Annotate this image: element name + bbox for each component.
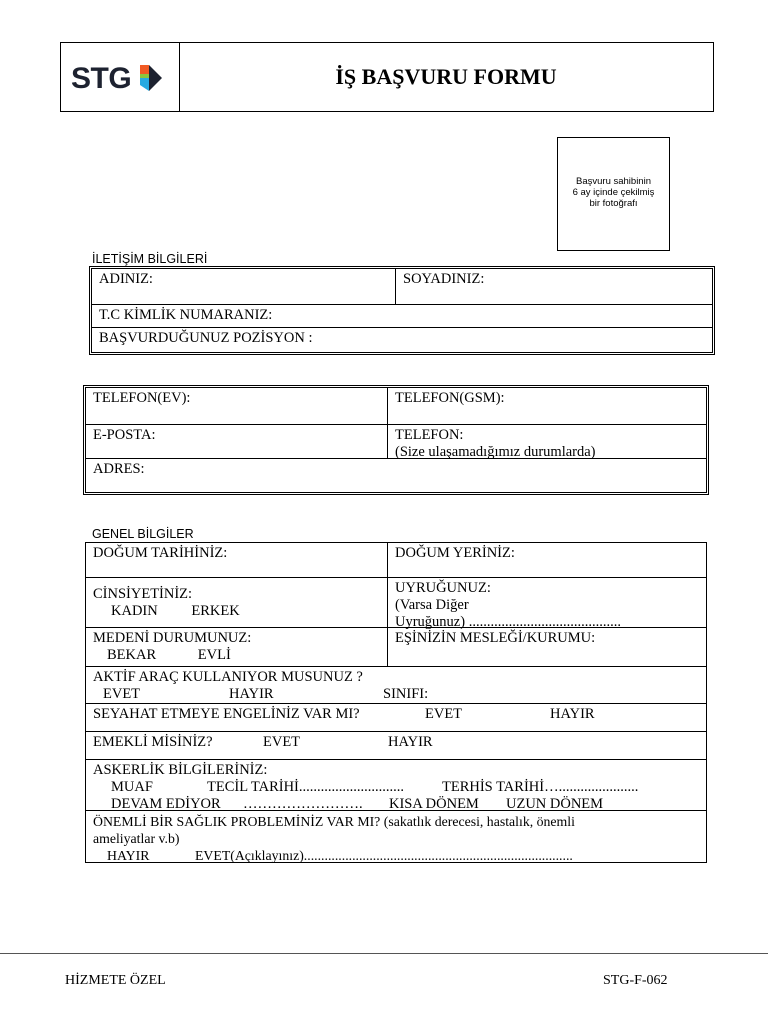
address-label: ADRES: — [93, 461, 145, 477]
tc-label: T.C KİMLİK NUMARANIZ: — [99, 307, 273, 323]
travel-yes-option[interactable]: EVET — [425, 706, 463, 722]
military-short-term-option[interactable]: KISA DÖNEM — [389, 796, 479, 812]
military-row — [86, 760, 706, 811]
surname-field[interactable] — [395, 269, 712, 304]
vehicle-row — [86, 667, 706, 704]
gsm-label: TELEFON(GSM): — [395, 390, 505, 406]
retired-no-option[interactable]: HAYIR — [388, 734, 433, 750]
home-phone-label: TELEFON(EV): — [93, 390, 191, 406]
spouse-job-label: EŞİNİZİN MESLEĞİ/KURUMU: — [395, 630, 596, 646]
nationality-dots: Uyruğunuz) .......................................... — [395, 614, 621, 630]
birth-place-label: DOĞUM YERİNİZ: — [395, 545, 515, 561]
health-yes-option[interactable]: EVET(Açıklayınız).............................................................................. — [195, 848, 573, 863]
married-option[interactable]: EVLİ — [197, 647, 231, 663]
contact-table — [91, 268, 713, 353]
position-row — [92, 328, 712, 352]
contact-section-label: İLETİŞİM BİLGİLERİ — [92, 252, 208, 266]
military-field — [86, 760, 706, 810]
gsm-field[interactable] — [387, 388, 706, 424]
email-row — [86, 425, 706, 459]
military-long-term-option[interactable]: UZUN DÖNEM — [506, 796, 604, 812]
photo-caption-line: 6 ay içinde çekilmiş — [572, 187, 655, 198]
position-field[interactable] — [92, 328, 712, 352]
military-exempt-option[interactable]: MUAF — [111, 779, 153, 795]
email-field[interactable] — [86, 425, 387, 458]
nationality-label: UYRUĞUNUZ: — [395, 580, 491, 596]
footer-divider — [0, 953, 768, 954]
health-field — [86, 811, 706, 862]
company-logo-text: STG — [71, 62, 132, 95]
birth-date-label: DOĞUM TARİHİNİZ: — [93, 545, 228, 561]
birth-place-field[interactable] — [387, 543, 706, 577]
gender-row — [86, 578, 706, 628]
general-table — [85, 542, 707, 863]
military-ongoing-option[interactable]: DEVAM EDİYOR — [111, 796, 221, 812]
phone-table — [85, 387, 707, 493]
general-section-label: GENEL BİLGİLER — [92, 527, 194, 541]
birth-date-field[interactable] — [86, 543, 387, 577]
form-header — [60, 42, 714, 112]
gender-male-option[interactable]: ERKEK — [191, 603, 240, 619]
retired-yes-option[interactable]: EVET — [263, 734, 301, 750]
name-row — [92, 269, 712, 305]
logo-arrow-icon — [138, 63, 164, 93]
military-ongoing-dots: ……………………. — [243, 796, 363, 812]
alt-phone-field[interactable] — [387, 425, 706, 458]
tc-row — [92, 305, 712, 328]
health-no-option[interactable]: HAYIR — [107, 848, 150, 863]
logo-cell — [61, 43, 180, 111]
marital-row — [86, 628, 706, 667]
health-label: ÖNEMLİ BİR SAĞLIK PROBLEMİNİZ VAR MI? (sakatlık derecesi, hastalık, önemli — [93, 814, 575, 829]
email-label: E-POSTA: — [93, 427, 156, 443]
gender-label: CİNSİYETİNİZ: — [93, 586, 193, 602]
marital-field — [86, 628, 387, 666]
vehicle-class-label[interactable]: SINIFI: — [383, 686, 429, 702]
footer-classification: HİZMETE ÖZEL — [65, 973, 166, 988]
health-label-cont: ameliyatlar v.b) — [93, 831, 180, 846]
surname-label: SOYADINIZ: — [403, 271, 485, 287]
photo-caption-line: bir fotoğrafı — [589, 198, 638, 209]
vehicle-yes-option[interactable]: EVET — [103, 686, 141, 702]
vehicle-field — [86, 667, 706, 703]
vehicle-no-option[interactable]: HAYIR — [229, 686, 274, 702]
marital-label: MEDENİ DURUMUNUZ: — [93, 630, 252, 646]
form-title: İŞ BAŞVURU FORMU — [335, 64, 557, 89]
alt-phone-note: (Size ulaşamadığımız durumlarda) — [395, 444, 596, 460]
photo-caption-line: Başvuru sahibinin — [576, 176, 651, 187]
spouse-job-field[interactable] — [387, 628, 706, 666]
phone-row — [86, 388, 706, 425]
retired-label: EMEKLİ MİSİNİZ? — [93, 734, 213, 750]
travel-row — [86, 704, 706, 732]
nationality-note: (Varsa Diğer — [395, 597, 469, 613]
single-option[interactable]: BEKAR — [107, 647, 157, 663]
home-phone-field[interactable] — [86, 388, 387, 424]
address-field[interactable] — [86, 459, 706, 492]
retired-row — [86, 732, 706, 760]
health-row — [86, 811, 706, 862]
footer-form-code: STG-F-062 — [603, 973, 668, 988]
birth-row — [86, 543, 706, 578]
travel-label: SEYAHAT ETMEYE ENGELİNİZ VAR MI? — [93, 706, 360, 722]
name-label: ADINIZ: — [99, 271, 153, 287]
military-deferral-option[interactable]: TECİL TARİHİ............................. — [207, 779, 404, 795]
gender-field — [86, 578, 387, 627]
photo-placeholder[interactable] — [557, 137, 670, 251]
military-label: ASKERLİK BİLGİLERİNİZ: — [93, 762, 268, 778]
nationality-field[interactable] — [387, 578, 706, 630]
travel-field — [86, 704, 706, 731]
alt-phone-label: TELEFON: — [395, 427, 464, 443]
vehicle-label: AKTİF ARAÇ KULLANIYOR MUSUNUZ ? — [93, 669, 363, 685]
travel-no-option[interactable]: HAYIR — [550, 706, 595, 722]
position-label: BAŞVURDUĞUNUZ POZİSYON : — [99, 330, 313, 346]
gender-female-option[interactable]: KADIN — [111, 603, 158, 619]
address-row — [86, 459, 706, 492]
name-field[interactable] — [92, 269, 395, 304]
retired-field — [86, 732, 706, 759]
tc-field[interactable] — [92, 305, 712, 327]
military-discharge-option[interactable]: TERHİS TARİHİ…...................... — [442, 779, 639, 795]
